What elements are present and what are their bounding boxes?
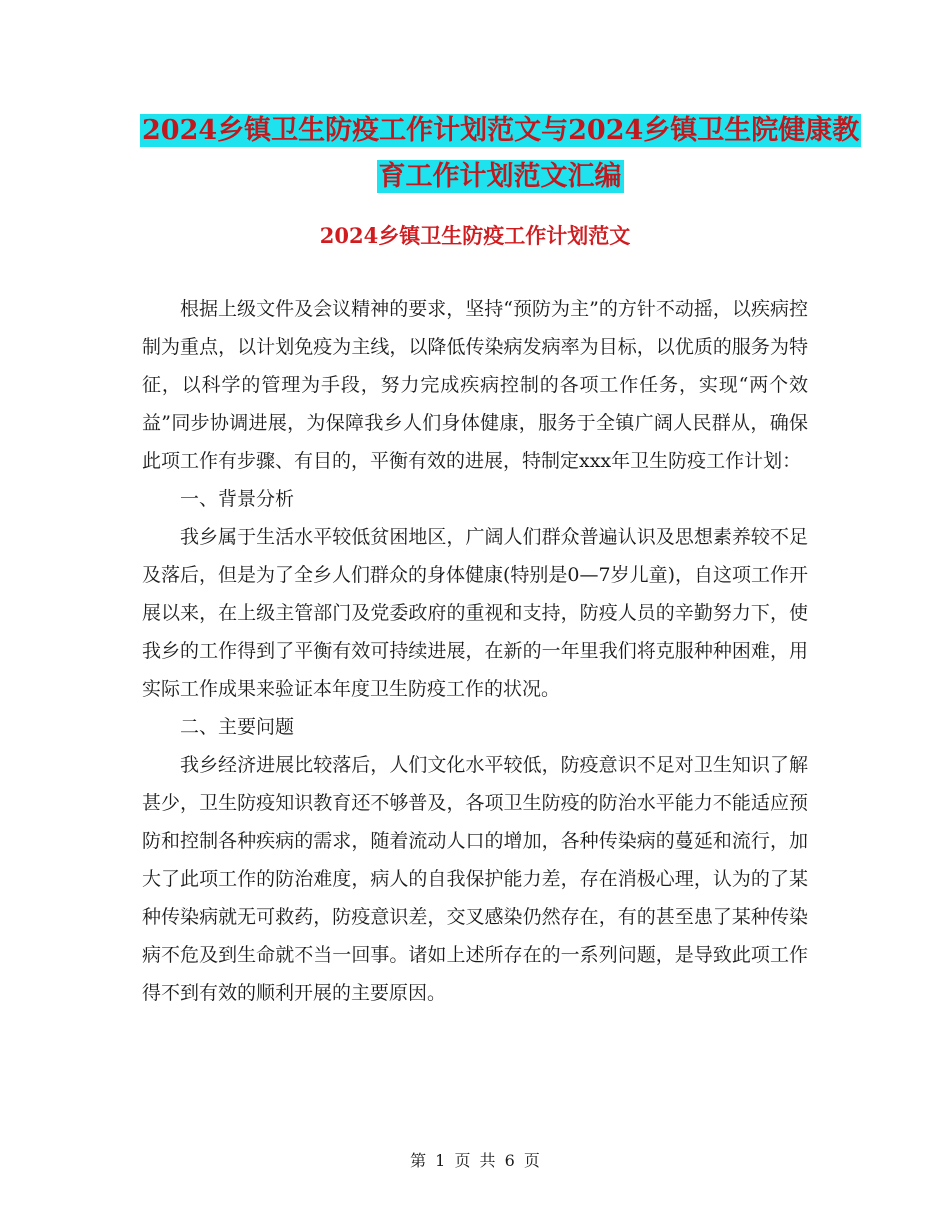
document-title (140, 108, 860, 200)
paragraph-background: 我乡属于生活水平较低贫困地区，广阔人们群众普遍认识及思想素养较不足及落后，但是为了全乡人们群众的身体健康(特别是0—7岁儿童)，自这项工作开展以来，在上级主管部门及党委政府的重视和支持，防疫人员的辛勤努力下，使我乡的工作得到了平衡有效可持续进展，在新的一年里我们将克服种种困难，用实际工作成果来验证本年度卫生防疫工作的状况。 (142, 526, 809, 700)
paragraph-intro: 根据上级文件及会议精神的要求，坚持“预防为主”的方针不动摇，以疾病控制为重点，以计划免疫为主线，以降低传染病发病率为目标，以优质的服务为特征，以科学的管理为手段，努力完成疾病控制的各项工作任务，实现“两个效益”同步协调进展，为保障我乡人们身体健康，服务于全镇广阔人民群从，确保此项工作有步骤、有目的，平衡有效的进展，特制定xxx年卫生防疫工作计划： (142, 298, 808, 472)
heading-problems: 二、主要问题 (180, 716, 295, 738)
document-body (142, 290, 808, 1012)
paragraph-problems: 我乡经济进展比较落后，人们文化水平较低，防疫意识不足对卫生知识了解甚少，卫生防疫知识教育还不够普及，各项卫生防疫的防治水平能力不能适应预防和控制各种疾病的需求，随着流动人口的增加，各种传染病的蔓延和流行，加大了此项工作的防治难度，病人的自我保护能力差，存在消极心理，认为的了某种传染病就无可救药，防疫意识差，交叉感染仍然存在，有的甚至患了某种传染病不危及到生命就不当一回事。诸如上述所存在的一系列问题，是导致此项工作得不到有效的顺利开展的主要原因。 (142, 754, 808, 1004)
heading-background: 一、背景分析 (180, 488, 295, 510)
section-title: 2024乡镇卫生防疫工作计划范文 (319, 223, 631, 248)
page-footer: 第 1 页 共 6 页 (410, 1151, 540, 1170)
document-title-text: 2024乡镇卫生防疫工作计划范文与2024乡镇卫生院健康教育工作计划范文汇编 (142, 115, 860, 192)
